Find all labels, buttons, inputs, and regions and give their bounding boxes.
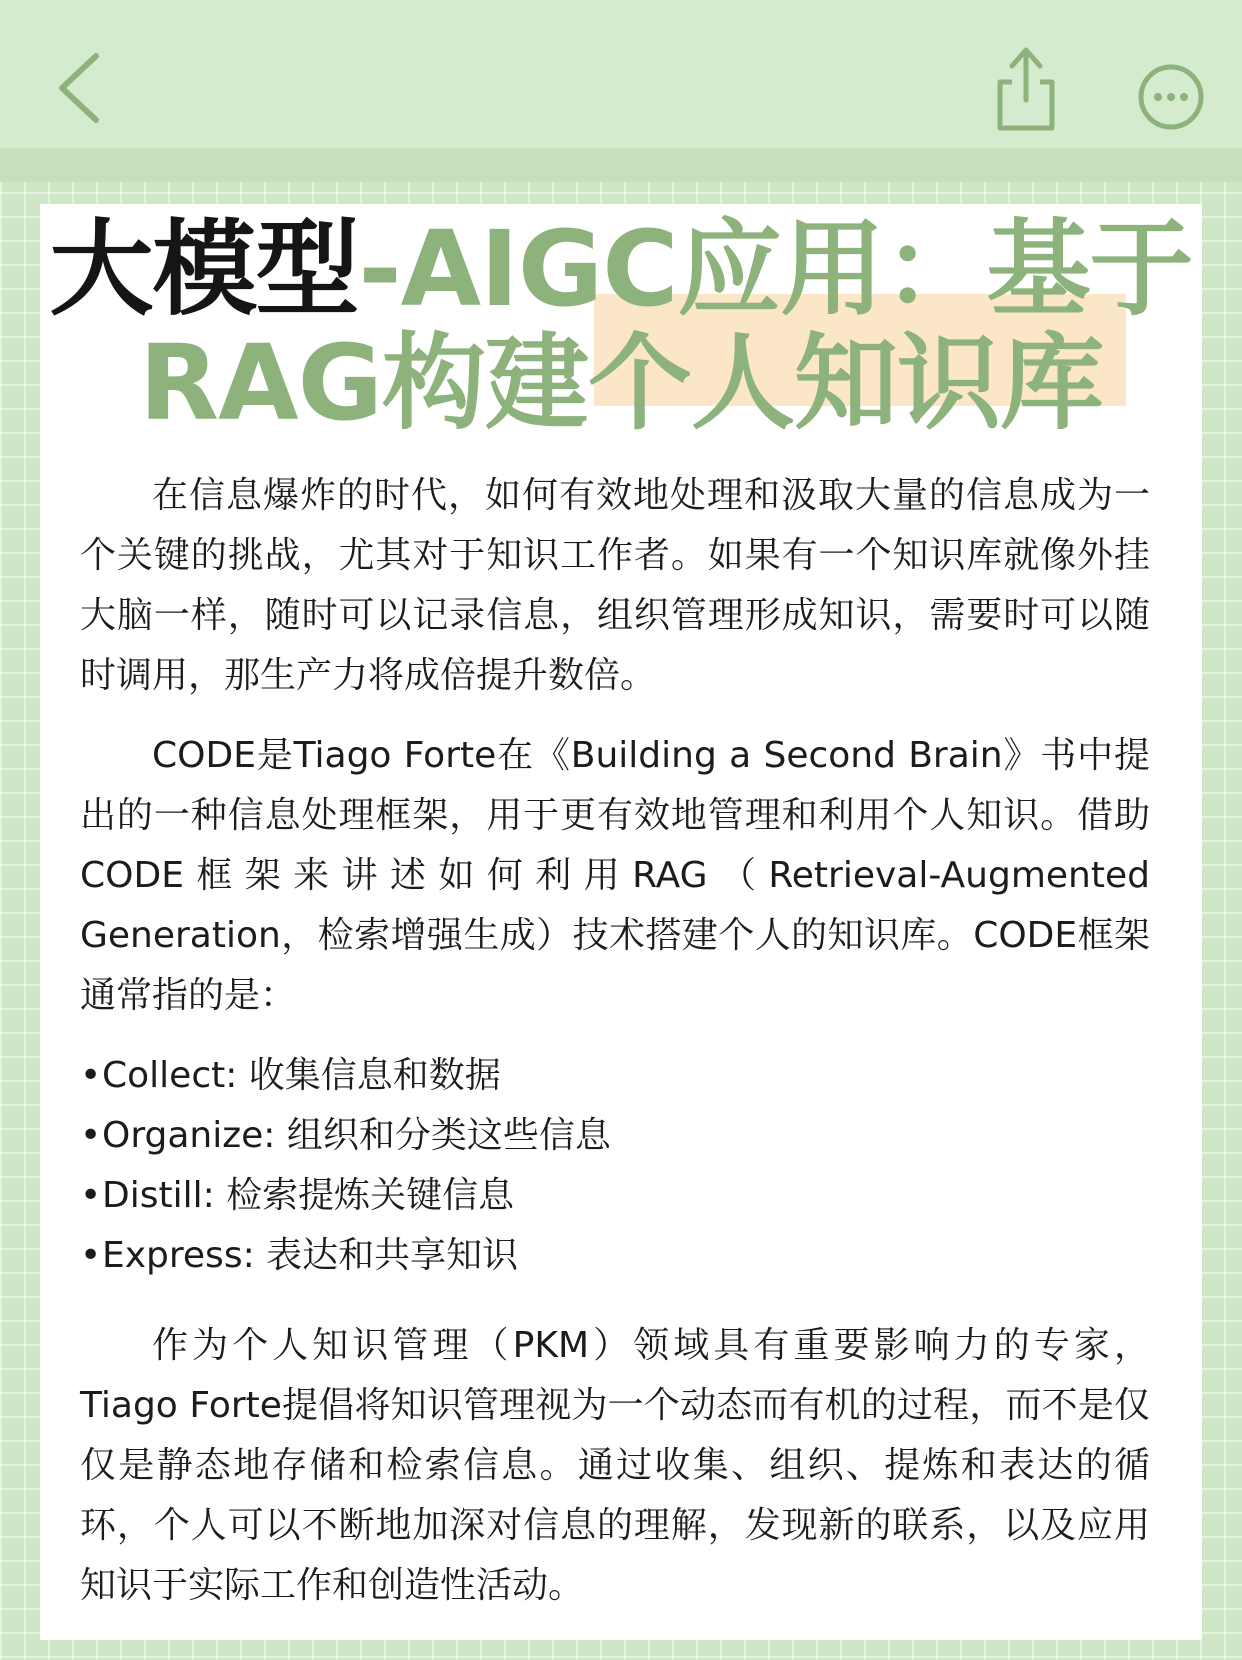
list-item-text: Express: 表达和共享知识 <box>102 1235 519 1276</box>
bullet-icon: • <box>80 1235 102 1276</box>
chevron-left-icon <box>52 48 122 138</box>
paragraph-pkm: 作为个人知识管理（PKM）领域具有重要影响力的专家，Tiago Forte提倡将知识管理视为一个动态而有机的过程，而不是仅仅是静态地存储和检索信息。通过收集、组织、提炼和表达的循环，个人可以不断地加深对信息的理解，发现新的联系，以及应用知识于实际工作和创造性活动。 <box>80 1325 1150 1606</box>
article-title <box>40 208 1202 444</box>
more-dots-icon <box>1130 58 1212 140</box>
nav-bar-divider <box>0 148 1242 182</box>
code-bullet-list <box>80 1046 1150 1286</box>
list-item <box>80 1106 1150 1166</box>
bullet-icon: • <box>80 1055 102 1096</box>
list-item <box>80 1046 1150 1106</box>
title-dark-part: 大模型 <box>49 208 359 330</box>
title-line-1 <box>40 208 1202 330</box>
title-green-part: -AIGC应用：基于 <box>358 208 1193 330</box>
bullet-icon: • <box>80 1175 102 1216</box>
list-item-text: Distill: 检索提炼关键信息 <box>102 1175 515 1216</box>
paragraph-intro: 在信息爆炸的时代，如何有效地处理和汲取大量的信息成为一个关键的挑战，尤其对于知识工作者。如果有一个知识库就像外挂大脑一样，随时可以记录信息，组织管理形成知识，需要时可以随时调用，那生产力将成倍提升数倍。 <box>80 475 1150 696</box>
more-options-button[interactable] <box>1130 58 1212 140</box>
paragraph-code: CODE是Tiago Forte在《Building a Second Brain》书中提出的一种信息处理框架，用于更有效地管理和利用个人知识。借助CODE框架来讲述如何利用RAG（Retrieval-Augmented Generation，检索增强生成）技术搭建个人的知识库。CODE框架通常指的是： <box>80 735 1150 1016</box>
list-item-text: Collect: 收集信息和数据 <box>102 1055 501 1096</box>
list-item <box>80 1226 1150 1286</box>
back-button[interactable] <box>52 48 122 138</box>
share-button[interactable] <box>990 42 1060 134</box>
list-item <box>80 1166 1150 1226</box>
title-line-2: RAG构建个人知识库 <box>139 322 1103 444</box>
share-icon <box>990 42 1060 134</box>
bullet-icon: • <box>80 1115 102 1156</box>
list-item-text: Organize: 组织和分类这些信息 <box>102 1115 611 1156</box>
top-nav-bar <box>0 0 1242 148</box>
article-body <box>80 466 1150 1616</box>
article-card <box>40 204 1202 1640</box>
